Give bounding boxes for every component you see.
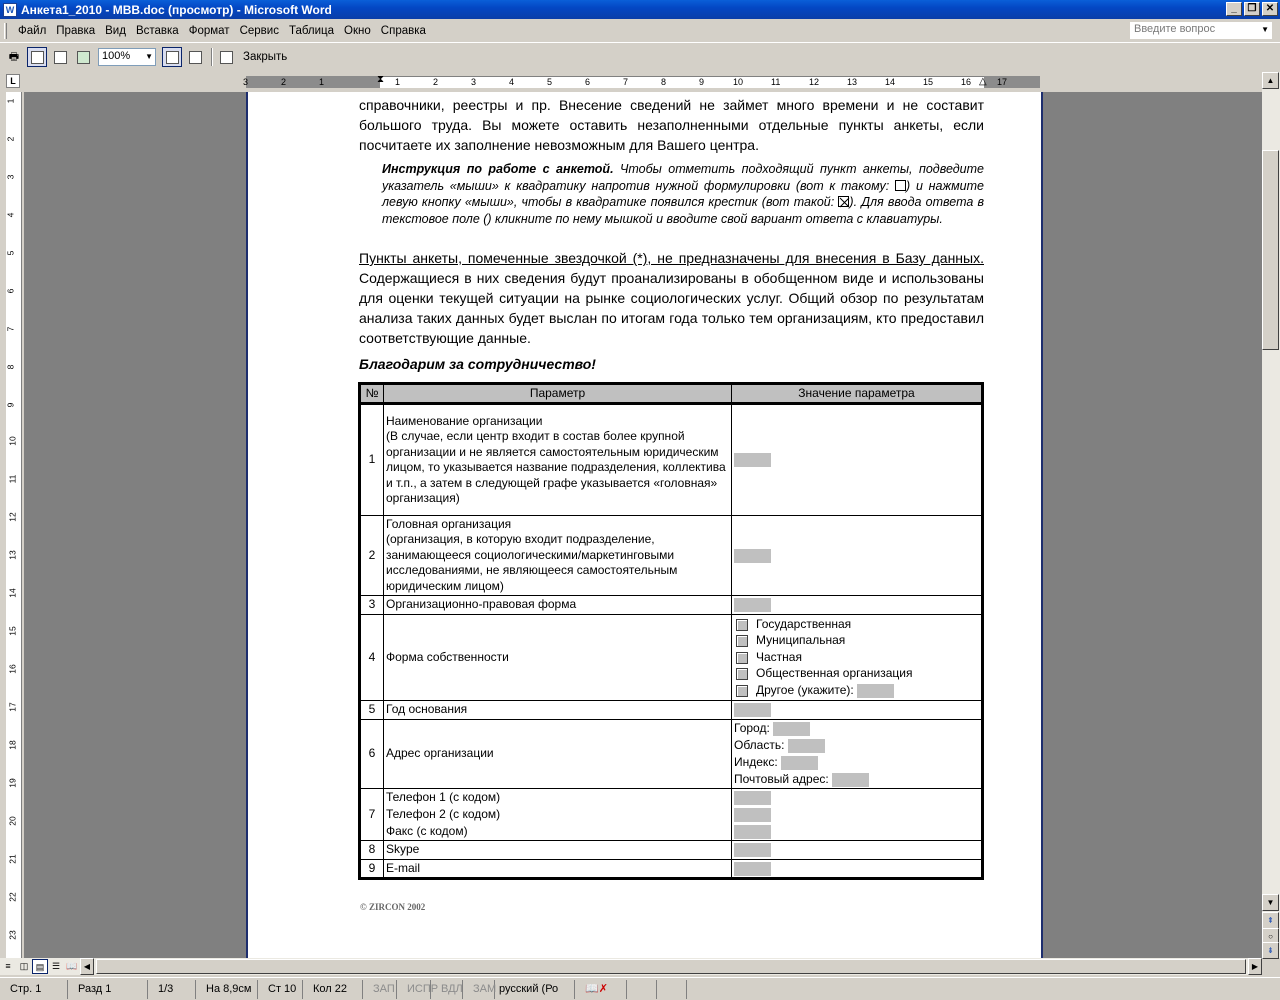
legal-form-label: Организационно-правовая форма [384,596,732,615]
first-line-indent-marker[interactable]: ⧗ [377,74,385,85]
phone2-label: Телефон 2 (с кодом) [386,807,501,821]
web-view-button[interactable]: ◫ [19,961,29,971]
ruler-number: 17 [997,77,1008,87]
table-row [360,841,983,860]
browse-object-button[interactable]: ○ [1262,928,1279,945]
ruler-number: 2 [281,77,287,87]
address-fields [732,720,983,789]
right-indent-marker[interactable]: △ [979,76,987,87]
instruction-text-2: ) и нажмите левую кнопку «мыши», чтобы в квадратике появился крестик (вот такой: [382,178,984,209]
zoom-value: 100% [102,50,131,62]
shrink-icon [189,51,202,64]
table-row [360,404,983,516]
ruler-number: 14 [885,77,896,87]
ruler-number: 16 [961,77,972,87]
ruler-number: 3 [243,77,249,87]
horizontal-scroll-thumb[interactable] [96,959,1246,974]
document-area[interactable] [24,92,1262,958]
view-ruler-button[interactable] [162,47,182,67]
ruler-number: 18 [7,740,18,750]
tab-selector-icon[interactable]: L [6,74,20,88]
legal-form-field[interactable] [734,598,771,612]
multiple-pages-button[interactable] [73,47,93,67]
menu-tools[interactable]: Сервис [239,24,279,37]
multiple-pages-icon [77,51,90,64]
founded-year-label: Год основания [384,701,732,720]
menu-insert[interactable]: Вставка [135,24,179,37]
ownership-checkbox-state[interactable] [736,619,748,631]
ruler-number: 13 [7,550,18,560]
menu-bar [0,19,1280,43]
one-page-icon [54,51,67,64]
menu-edit[interactable]: Правка [56,24,96,37]
status-language[interactable]: русский (Ро [495,980,575,999]
status-bar [0,977,1280,1000]
address-line [734,754,979,771]
region-label: Область: [734,738,785,752]
phone1-label: Телефон 1 (с кодом) [386,790,501,804]
parent-org-cell [732,516,983,596]
spelling-status-icon[interactable]: 📖✗ [575,980,627,999]
status-column: Кол 22 [303,980,363,999]
menu-file[interactable]: Файл [18,24,47,37]
next-page-button[interactable]: ⇟ [1262,942,1279,959]
table-row [360,516,983,596]
magnifier-icon [31,51,44,64]
scroll-up-button[interactable]: ▲ [1262,72,1279,89]
founded-year-cell [732,701,983,720]
phones-label [384,789,732,841]
status-section: Разд 1 [68,980,148,999]
scroll-left-button[interactable]: ◀ [80,958,94,975]
ruler-number: 10 [7,436,18,446]
horizontal-ruler[interactable] [0,72,1262,92]
menu-window[interactable]: Окно [344,24,371,37]
shrink-to-fit-button[interactable] [185,47,205,67]
ruler-number: 6 [585,77,591,87]
option-label: Общественная организация [756,666,913,681]
row-number: 8 [360,841,384,860]
ruler-number: 1 [395,77,401,87]
ruler-number: 15 [923,77,934,87]
email-field[interactable] [734,862,771,876]
table-row [360,615,983,701]
ruler-number: 23 [7,930,18,940]
ownership-other-field[interactable] [857,684,894,698]
menu-grip[interactable] [4,23,7,39]
phone1-field[interactable] [734,791,771,805]
ruler-number: 12 [7,512,18,522]
postal-address-label: Почтовый адрес: [734,772,829,786]
reading-view-button[interactable]: 📖 [66,961,78,971]
col-header-value: Значение параметра [732,384,983,404]
option-label: Другое (укажите): [756,682,854,697]
ask-question-placeholder: Введите вопрос [1134,23,1216,35]
skype-field[interactable] [734,843,771,857]
ruler-number: 3 [5,174,16,180]
ruler-number: 21 [7,854,18,864]
ownership-checkbox-other[interactable] [736,685,748,697]
normal-view-button[interactable]: ≡ [5,961,11,971]
status-trk[interactable]: ИСПР [397,980,431,999]
notes-text: Содержащиеся в них сведения будут проанализированы в обобщенном виде и использованы для оценки текущей ситуации на рынке социологических услуг. Общий обзор по результатам анализа таких данных будет выслан по итогам года только тем организациям, кто предоставил соответствующие данные. [359,270,984,346]
email-cell [732,860,983,879]
org-name-label: Наименование организации (В случае, если центр входит в состав более крупной организации и не является самостоятельным юридическим лицом, то указывается название подразделения, коллектива и т.п., а затем в следующей графе указывается «головная» организация) [384,404,732,516]
phone-line [734,789,979,806]
status-empty-2 [657,980,687,999]
ruler-number: 11 [7,474,18,484]
phones-cell [732,789,983,841]
phone2-field[interactable] [734,808,771,822]
ruler-number: 8 [661,77,667,87]
ruler-icon [166,51,179,64]
skype-cell [732,841,983,860]
zip-label: Индекс: [734,755,778,769]
ruler-number: 7 [5,326,16,332]
ruler-number: 8 [5,364,16,370]
postal-address-field[interactable] [832,773,869,787]
ruler-number: 17 [7,702,18,712]
window-title: Анкета1_2010 - МВВ.doc (просмотр) - Microsoft Word [21,2,332,17]
ruler-number: 5 [5,250,16,256]
status-ext[interactable]: ВДЛ [431,980,463,999]
ask-question-box[interactable] [1130,22,1272,39]
fax-field[interactable] [734,825,771,839]
ruler-number: 16 [7,664,18,674]
outline-view-button[interactable]: ☰ [51,961,61,971]
ruler-number: 2 [5,136,16,142]
option-label: Государственная [756,616,852,631]
option-label: Муниципальная [756,633,846,648]
ruler-number: 1 [319,77,325,87]
phone-line [734,823,979,840]
document-page[interactable] [246,92,1043,958]
ruler-number: 14 [7,588,18,598]
intro-paragraph: справочники, реестры и пр. Внесение сведений не займет много времени и не составит большого труда. Вы можете оставить незаполненными отдельные пункты анкеты, если посчитаете их заполнение невозможным для Вашего центра. [359,97,984,153]
address-label: Адрес организации [384,720,732,789]
status-line: Ст 10 [258,980,303,999]
status-ovr[interactable]: ЗАМ [463,980,495,999]
phone-line [734,806,979,823]
row-number: 5 [360,701,384,720]
ruler-number: 10 [733,77,744,87]
col-header-number: № [360,384,384,404]
row-number: 3 [360,596,384,615]
ownership-checkbox-public-org[interactable] [736,668,748,680]
ruler-number: 3 [471,77,477,87]
restore-button[interactable]: ❐ [1244,2,1260,16]
ruler-left-margin [246,76,380,88]
fax-label: Факс (с кодом) [386,824,468,838]
row-number: 6 [360,720,384,789]
ruler-number: 9 [699,77,705,87]
address-line [734,720,979,737]
ruler-number: 2 [433,77,439,87]
scroll-down-button[interactable]: ▼ [1262,894,1279,911]
option-row [734,682,979,699]
table-row [360,701,983,720]
region-field[interactable] [788,739,825,753]
ownership-checkbox-private[interactable] [736,652,748,664]
option-row [734,616,979,633]
questionnaire-table [358,382,984,880]
title-bar [0,0,1280,19]
previous-page-button[interactable]: ⇞ [1262,912,1279,929]
close-window-button[interactable]: ✕ [1262,2,1278,16]
row-number: 9 [360,860,384,879]
ruler-number: 4 [5,212,16,218]
vertical-scrollbar[interactable] [1262,72,1280,958]
ruler-number: 4 [509,77,515,87]
status-rec[interactable]: ЗАП [363,980,397,999]
thanks-heading: Благодарим за сотрудничество! [359,356,596,372]
minimize-button[interactable]: _ [1226,2,1242,16]
scroll-right-button[interactable]: ▶ [1248,958,1262,975]
option-row [734,633,979,650]
row-number: 2 [360,516,384,596]
menu-view[interactable]: Вид [105,24,126,37]
ownership-checkbox-municipal[interactable] [736,635,748,647]
instruction-text-1: Чтобы отметить подходящий пункт анкеты, подведите указатель «мыши» к квадратику напротив нужной формулировки (вот к такому: [382,162,984,193]
ruler-number: 12 [809,77,820,87]
horizontal-scrollbar-area [0,958,1262,975]
asterisk-note: Пункты анкеты, помеченные звездочкой (*), не предназначены для внесения в Базу данных. [359,250,984,266]
scroll-thumb[interactable] [1262,150,1279,350]
zip-field[interactable] [781,756,818,770]
full-screen-button[interactable] [216,47,236,67]
option-row [734,649,979,666]
ownership-label: Форма собственности [384,615,732,701]
table-row [360,596,983,615]
chevron-down-icon[interactable]: ▼ [145,52,153,61]
city-field[interactable] [773,722,810,736]
footer-copyright: © ZIRCON 2002 [360,902,426,912]
print-preview-toolbar [0,44,330,70]
ruler-number: 9 [5,402,16,408]
col-header-parameter: Параметр [384,384,732,404]
row-number: 4 [360,615,384,701]
checked-checkbox-icon [838,196,849,207]
parent-org-field[interactable] [734,549,771,563]
chevron-down-icon[interactable]: ▼ [1261,25,1269,34]
table-row [360,789,983,841]
print-button[interactable] [4,47,24,67]
full-screen-icon [220,51,233,64]
close-preview-button[interactable]: Закрыть [243,51,288,63]
ruler-right-margin [984,76,1040,88]
ruler-number: 13 [847,77,858,87]
ruler-number: 20 [7,816,18,826]
magnifier-button[interactable] [27,47,47,67]
printer-icon: 🖶 [8,50,20,63]
option-label: Частная [756,649,802,664]
menu-table[interactable]: Таблица [288,24,335,37]
print-layout-button[interactable]: ▤ [32,959,48,974]
org-name-field[interactable] [734,453,771,467]
ownership-options [732,615,983,701]
menu-format[interactable]: Формат [188,24,230,37]
instruction-block [382,161,984,227]
status-empty-1 [627,980,657,999]
ruler-number: 11 [771,77,781,87]
org-name-cell [732,404,983,516]
one-page-button[interactable] [50,47,70,67]
email-label: E-mail [384,860,732,879]
menu-help[interactable]: Справка [380,24,426,37]
table-header-row [360,384,983,404]
founded-year-field[interactable] [734,703,771,717]
table-row [360,720,983,789]
ruler-number: 5 [547,77,553,87]
legal-form-cell [732,596,983,615]
empty-checkbox-icon [895,180,906,191]
instruction-text-3: ). Для ввода ответа в текстовое поле () кликните по нему мышкой и вводите свой вариант ответа с клавиатуры. [382,195,984,226]
zoom-select[interactable] [98,48,156,66]
ruler-number: 7 [623,77,629,87]
row-number: 7 [360,789,384,841]
city-label: Город: [734,721,770,735]
status-page: Стр. 1 [0,980,68,999]
ruler-number: 1 [5,98,16,104]
skype-label: Skype [384,841,732,860]
word-app-icon[interactable]: W [3,3,17,17]
ruler-number: 19 [7,778,18,788]
toolbar-separator [211,48,213,66]
parent-org-label: Головная организация (организация, в которую входит подразделение, занимающееся социологическими/маркетинговыми исследованиями, не являющееся самостоятельным юридическим лицом) [384,516,732,596]
instruction-title: Инструкция по работе с анкетой. [382,162,614,176]
ruler-number: 6 [5,288,16,294]
address-line [734,771,979,788]
address-line [734,737,979,754]
status-pages: 1/3 [148,980,196,999]
table-row [360,860,983,879]
ruler-number: 15 [7,626,18,636]
horizontal-scroll-track[interactable] [94,959,1248,974]
vertical-ruler[interactable] [6,92,22,958]
notes-paragraph [359,248,984,348]
option-row [734,666,979,683]
status-position: На 8,9см [196,980,258,999]
row-number: 1 [360,404,384,516]
ruler-number: 22 [7,892,18,902]
